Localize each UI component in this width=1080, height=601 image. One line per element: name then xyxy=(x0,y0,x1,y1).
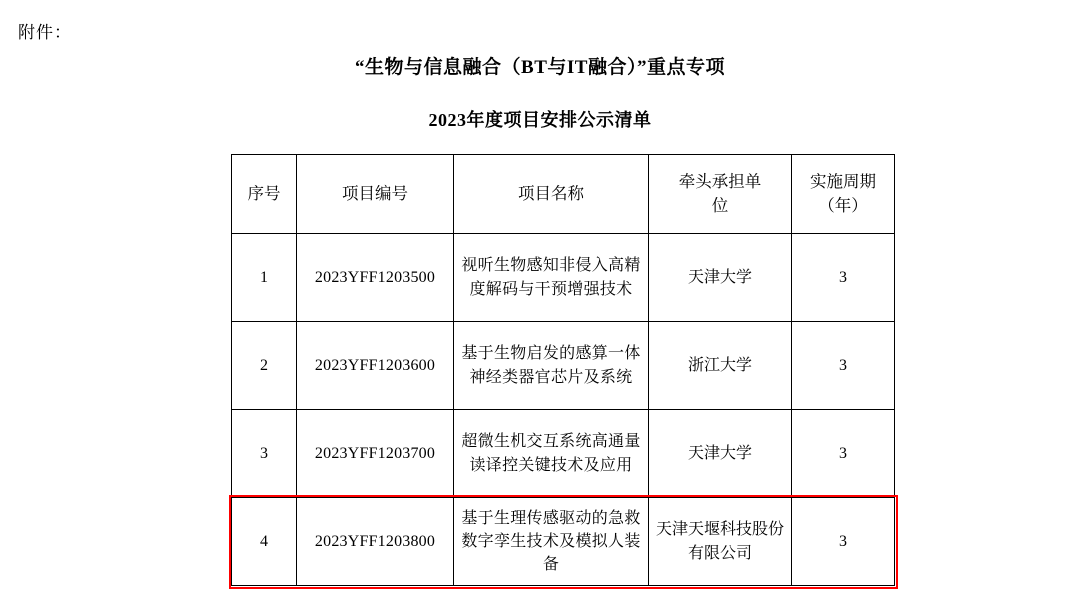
cell-name: 基于生理传感驱动的急救数字孪生技术及模拟人装备 xyxy=(454,498,649,586)
cell-no: 4 xyxy=(232,498,297,586)
table-row xyxy=(232,234,895,322)
page-subtitle: 2023年度项目安排公示清单 xyxy=(428,110,652,130)
cell-period: 3 xyxy=(792,410,895,498)
column-header-name: 项目名称 xyxy=(454,155,649,234)
column-header-period-line1: 实施周期 xyxy=(810,172,876,192)
attachment-label: 附件： xyxy=(18,23,72,42)
listing-table-wrapper xyxy=(231,154,876,586)
cell-code: 2023YFF1203700 xyxy=(297,410,454,498)
table-body xyxy=(232,234,895,586)
table-row xyxy=(232,322,895,410)
column-header-period xyxy=(792,155,895,234)
cell-period: 3 xyxy=(792,498,895,586)
cell-code: 2023YFF1203500 xyxy=(297,234,454,322)
column-header-unit xyxy=(649,155,792,234)
project-listing-table xyxy=(231,154,895,586)
cell-no: 1 xyxy=(232,234,297,322)
table-header xyxy=(232,155,895,234)
table-header-row xyxy=(232,155,895,234)
cell-unit: 天津大学 xyxy=(649,410,792,498)
column-header-unit-line1: 牵头承担单 xyxy=(678,172,762,192)
page-title: “生物与信息融合（BT与IT融合）”重点专项 xyxy=(355,57,725,78)
cell-code: 2023YFF1203600 xyxy=(297,322,454,410)
cell-no: 3 xyxy=(232,410,297,498)
cell-unit: 浙江大学 xyxy=(649,322,792,410)
table-row xyxy=(232,410,895,498)
column-header-unit-line2: 位 xyxy=(711,196,729,215)
cell-name: 超微生机交互系统高通量读译控关键技术及应用 xyxy=(454,410,649,498)
table-row xyxy=(232,498,895,586)
cell-unit: 天津天堰科技股份有限公司 xyxy=(649,498,792,586)
cell-code: 2023YFF1203800 xyxy=(297,498,454,586)
cell-name: 基于生物启发的感算一体神经类器官芯片及系统 xyxy=(454,322,649,410)
cell-name: 视听生物感知非侵入高精度解码与干预增强技术 xyxy=(454,234,649,322)
cell-no: 2 xyxy=(232,322,297,410)
column-header-period-line2: （年） xyxy=(818,196,868,215)
column-header-no: 序号 xyxy=(232,155,297,234)
cell-unit: 天津大学 xyxy=(649,234,792,322)
cell-period: 3 xyxy=(792,322,895,410)
column-header-code: 项目编号 xyxy=(297,155,454,234)
cell-period: 3 xyxy=(792,234,895,322)
